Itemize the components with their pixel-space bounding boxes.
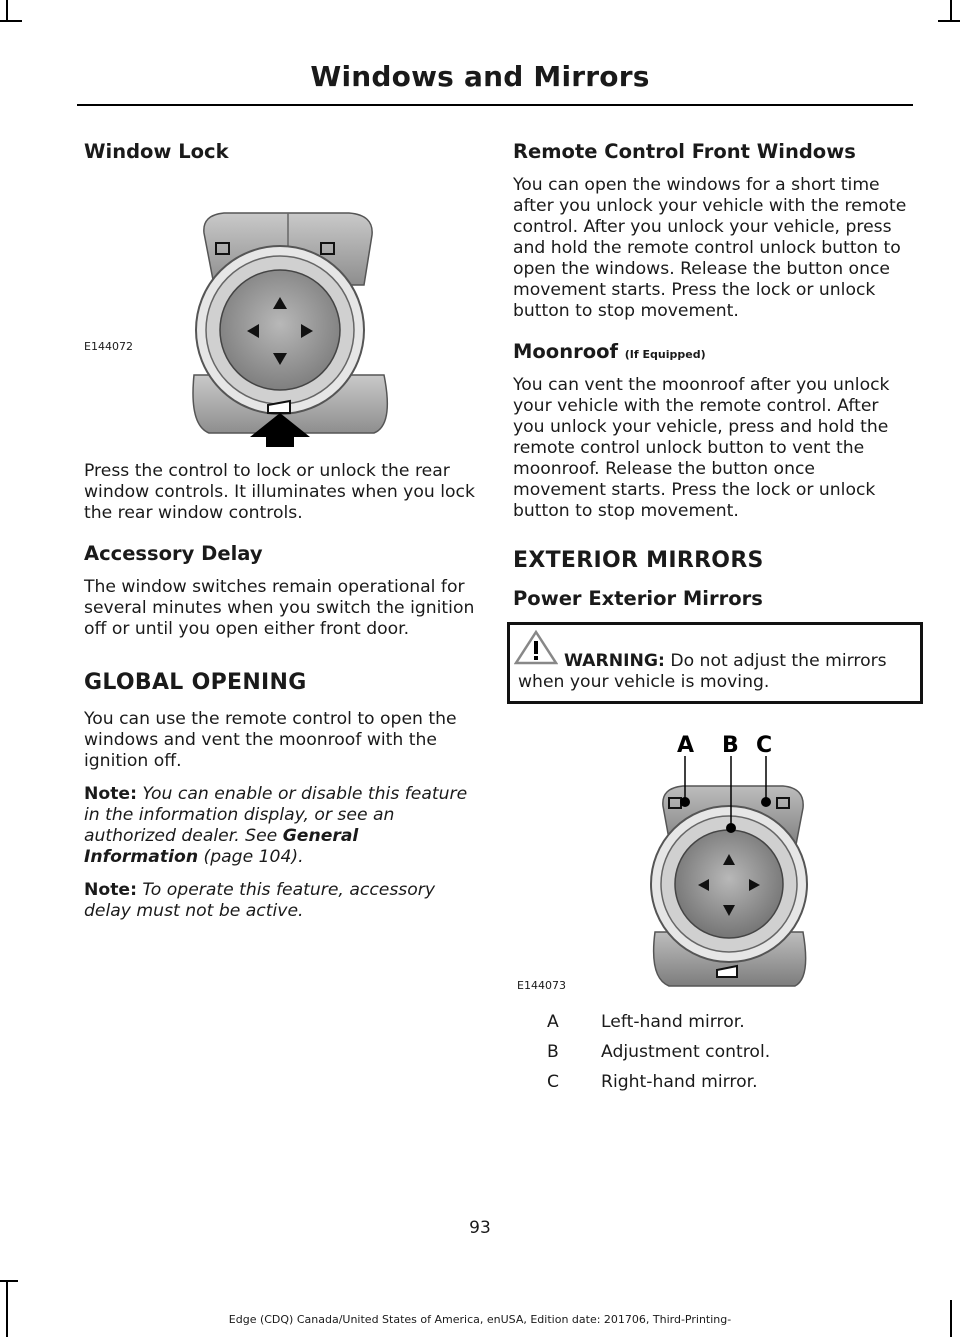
note-text: To operate this feature, accessory delay must not be active. xyxy=(84,880,436,921)
callout-b: B xyxy=(722,734,739,758)
moonroof-title: Moonroof xyxy=(513,340,618,363)
global-opening-heading: GLOBAL OPENING xyxy=(84,670,307,695)
moonroof-heading xyxy=(513,340,913,363)
callout-a: A xyxy=(677,734,695,758)
figure-id: E144072 xyxy=(84,340,133,353)
power-mirrors-heading: Power Exterior Mirrors xyxy=(513,587,763,610)
legend-key: B xyxy=(547,1042,559,1062)
warning-box xyxy=(507,622,923,704)
page-title: Windows and Mirrors xyxy=(310,60,650,93)
note-text: You can enable or disable this feature in the information display, or see an authorized dealer. See xyxy=(84,784,468,846)
legend-row xyxy=(513,1042,913,1072)
if-equipped-suffix: (If Equipped) xyxy=(624,348,706,361)
window-lock-figure xyxy=(84,175,476,447)
warning-triangle-icon xyxy=(514,629,558,665)
accessory-delay-heading: Accessory Delay xyxy=(84,542,263,565)
legend-desc: Left-hand mirror. xyxy=(601,1012,745,1032)
window-lock-heading: Window Lock xyxy=(84,140,229,163)
legend-desc: Adjustment control. xyxy=(601,1042,771,1062)
callout-c: C xyxy=(756,734,773,758)
crop-mark xyxy=(6,1280,8,1337)
crop-mark xyxy=(6,0,8,22)
warning-label: WARNING: xyxy=(564,651,665,671)
crop-mark xyxy=(938,20,960,22)
crop-mark xyxy=(0,20,22,22)
note-label: Note: xyxy=(84,784,137,804)
global-opening-body: You can use the remote control to open the windows and vent the moonroof with the ignition off. xyxy=(84,709,457,771)
warning-text: Do not adjust the mirrors when your vehicle is moving. xyxy=(518,651,887,692)
exterior-mirrors-heading: EXTERIOR MIRRORS xyxy=(513,548,764,573)
legend-desc: Right-hand mirror. xyxy=(601,1072,758,1092)
header-rule xyxy=(77,104,913,106)
mirror-control-figure xyxy=(513,734,913,994)
note-label: Note: xyxy=(84,880,137,900)
window-lock-body: Press the control to lock or unlock the rear window controls. It illuminates when you lock the rear window controls. xyxy=(84,461,475,523)
figure-id: E144073 xyxy=(517,979,566,992)
legend-row xyxy=(513,1012,913,1042)
remote-front-heading: Remote Control Front Windows xyxy=(513,140,856,163)
footer-text: Edge (CDQ) Canada/United States of America, enUSA, Edition date: 201706, Third-Printing- xyxy=(228,1313,732,1326)
left-column xyxy=(84,140,476,934)
legend-row xyxy=(513,1072,913,1102)
remote-front-body: You can open the windows for a short time after you unlock your vehicle with the remote control. After you unlock your vehicle, press and hold the remote control unlock button to open the windows. Release the button once movement starts. Press the lock or unlock button to stop movement. xyxy=(513,175,907,321)
accessory-delay-body: The window switches remain operational for several minutes when you switch the ignition off or until you open either front door. xyxy=(84,577,475,639)
cross-reference-link[interactable]: General Information xyxy=(84,826,359,867)
note-1 xyxy=(84,784,476,868)
crop-mark xyxy=(950,0,952,22)
legend-key: A xyxy=(547,1012,559,1032)
mirror-switch-illustration xyxy=(513,734,913,994)
page-reference: (page 104). xyxy=(203,847,304,867)
crop-mark xyxy=(0,1280,18,1282)
window-lock-switch-illustration xyxy=(84,175,476,447)
note-2 xyxy=(84,880,476,922)
right-column xyxy=(513,140,913,1102)
legend-key: C xyxy=(547,1072,560,1092)
moonroof-body: You can vent the moonroof after you unlock your vehicle with the remote control. After you unlock your vehicle, press and hold the remote control unlock button to vent the moonroof. Release the button once movement starts. Press the lock or unlock button to stop movement. xyxy=(513,375,890,521)
page-number: 93 xyxy=(469,1218,491,1238)
